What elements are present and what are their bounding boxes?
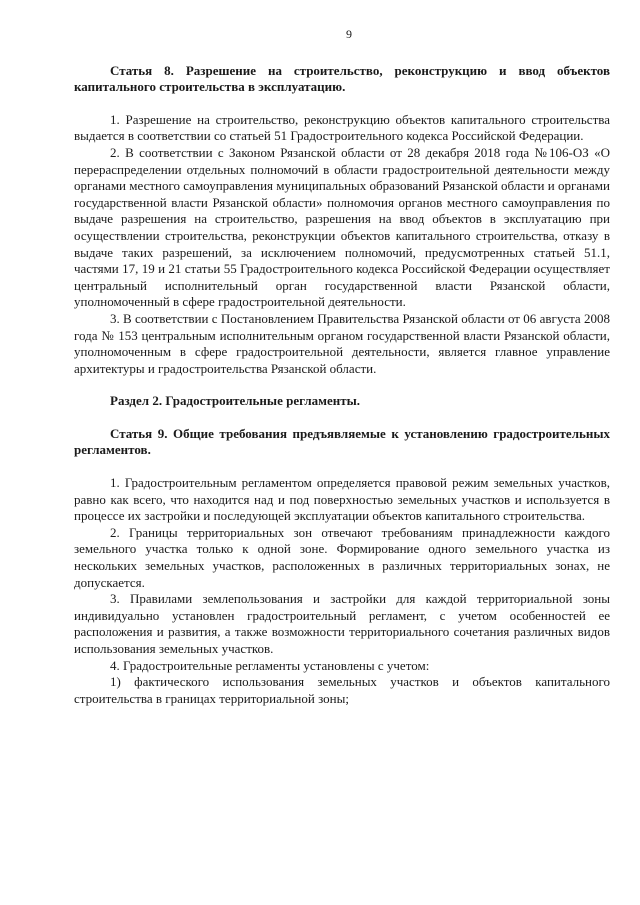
article-9-paragraph-3: 3. Правилами землепользования и застройки для каждой территориальной зоны индивидуально установлен градостроительный регламент, с учетом особенностей ее расположения и развития, а также возможности территориального сочетания различных видов использования земельных участков. xyxy=(74,591,610,656)
article-8-paragraph-3: 3. В соответствии с Постановлением Правительства Рязанской области от 06 августа 2008 года № 153 центральным исполнительным органом государственной власти Рязанской области, уполномоченным в сфере градостроительной деятельности, является главное управление архитектуры и градостроительства Рязанской области. xyxy=(74,310,610,376)
article-8-paragraph-1: 1. Разрешение на строительство, реконструкцию объектов капитального строительства выдается в соответствии со статьей 51 Градостроительного кодекса Российской Федерации. xyxy=(74,111,610,144)
article-8-heading: Статья 8. Разрешение на строительство, реконструкцию и ввод объектов капитального строительства в эксплуатацию. xyxy=(74,62,610,95)
page-number: 9 xyxy=(346,27,352,41)
document-page xyxy=(74,26,610,707)
article-9-paragraph-2: 2. Границы территориальных зон отвечают требованиям принадлежности каждого земельного участка только к одной зоне. Формирование одного земельного участка из нескольких земельных участков, расположенных в различных территориальных зонах, не допускается. xyxy=(74,524,610,590)
article-8-paragraph-2: 2. В соответствии с Законом Рязанской области от 28 декабря 2018 года №106-ОЗ «О перераспределении отдельных полномочий в области градостроительной деятельности между органами местного самоуправления муниципальных образований Рязанской области и органами государственной власти Рязанской области» полномочия органов местного самоуправления по выдаче разрешения на строительство, разрешения на ввод объектов в эксплуатацию при осуществлении строительства, реконструкции объектов капитального строительства, отказу в выдаче таких разрешений, за исключением полномочий, предусмотренных статьей 51.1, частями 17, 19 и 21 статьи 55 Градостроительного кодекса Российской Федерации осуществляет центральный исполнительный орган государственной власти Рязанской области, уполномоченный в сфере градостроительной деятельности. xyxy=(74,144,610,310)
article-9-paragraph-5: 1) фактического использования земельных участков и объектов капитального строительства в границах территориальной зоны; xyxy=(74,674,610,706)
article-9-heading: Статья 9. Общие требования предъявляемые к установлению градостроительных регламентов. xyxy=(74,425,610,458)
article-9-paragraph-4: 4. Градостроительные регламенты установлены с учетом: xyxy=(110,657,430,673)
section-2-heading: Раздел 2. Градостроительные регламенты. xyxy=(110,393,361,409)
article-9-paragraph-1: 1. Градостроительным регламентом определяется правовой режим земельных участков, равно как всего, что находится над и под поверхностью земельных участков и используется в процессе их застройки и последующей эксплуатации объектов капитального строительства. xyxy=(74,475,610,524)
